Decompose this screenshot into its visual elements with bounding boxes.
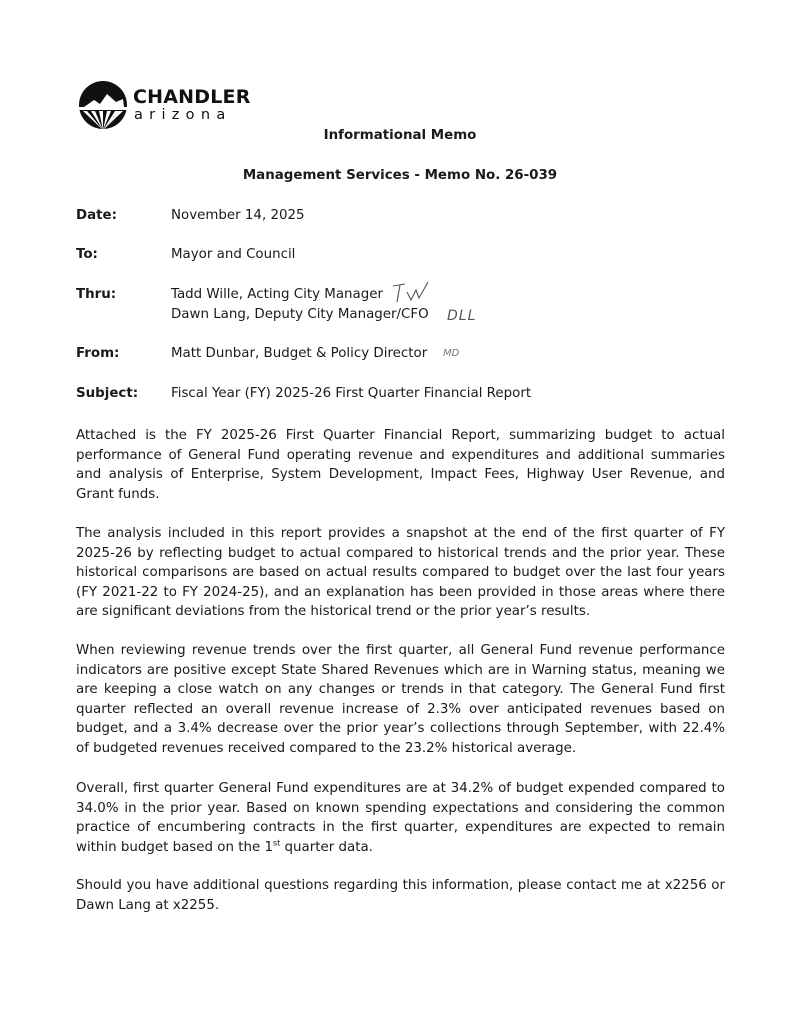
paragraph-4-superscript: st: [272, 838, 281, 848]
paragraph-2: The analysis included in this report provides a snapshot at the end of the first quarter of FY 2025-26 by reflecting budget to actual compared to historical trends and the prior year. These historical comparisons are based on actual results compared to budget over the last four years (FY 2021-22 to FY 2024-25), and an explanation has been provided in those areas where there are significant deviations from the historical trend or the prior year’s results.: [76, 526, 725, 620]
thru-value-2: Dawn Lang, Deputy City Manager/CFO: [171, 307, 429, 322]
date-value: November 14, 2025: [171, 208, 305, 223]
to-value: Mayor and Council: [171, 247, 296, 262]
to-label: To:: [76, 247, 98, 262]
paragraph-5: Should you have additional questions regarding this information, please contact me at x2256 or Dawn Lang at x2255.: [76, 878, 725, 913]
paragraph-3: When reviewing revenue trends over the first quarter, all General Fund revenue performance indicators are positive except State Shared Revenues which are in Warning status, meaning we are keeping a close watch on any changes or trends in that category. The General Fund first quarter reflected an overall revenue increase of 2.3% over anticipated revenues based on budget, and a 3.4% decrease over the prior year’s collections through September, with 22.4% of budgeted revenues received compared to the 23.2% historical average.: [76, 643, 725, 756]
paragraph-4-end: quarter data.: [280, 839, 373, 855]
chandler-logo: [76, 80, 251, 130]
paragraph-1: Attached is the FY 2025-26 First Quarter Financial Report, summarizing budget to actual performance of General Fund operating revenue and expenditures and additional summaries and analysis of Enterprise, System Development, Impact Fees, Highway User Revenue, and Grant funds.: [76, 428, 725, 502]
memo-number: Management Services - Memo No. 26-039: [242, 168, 558, 183]
thru-label: Thru:: [76, 287, 117, 302]
from-initials: MD: [443, 348, 460, 359]
thru-initials-2: DLL: [447, 308, 477, 324]
logo-name: CHANDLER: [133, 86, 251, 108]
from-label: From:: [76, 346, 120, 361]
from-value: Matt Dunbar, Budget & Policy Director: [171, 346, 428, 361]
logo-subtitle: arizona: [134, 107, 232, 123]
date-label: Date:: [76, 208, 117, 223]
subject-value: Fiscal Year (FY) 2025-26 First Quarter Financial Report: [171, 386, 532, 401]
paragraph-4: [76, 779, 725, 857]
memo-type: Informational Memo: [323, 128, 477, 143]
signature-initials-tw: [390, 280, 432, 306]
paragraph-4-main: Overall, first quarter General Fund expenditures are at 34.2% of budget expended compared to 34.0% in the prior year. Based on known spending expectations and considering the common practice of encumbering contracts in the first quarter, expenditures are expected to remain within budget based on the 1: [76, 781, 725, 855]
thru-value-1: Tadd Wille, Acting City Manager: [171, 287, 383, 302]
chandler-logo-mark-icon: [76, 80, 130, 130]
subject-label: Subject:: [76, 386, 139, 401]
